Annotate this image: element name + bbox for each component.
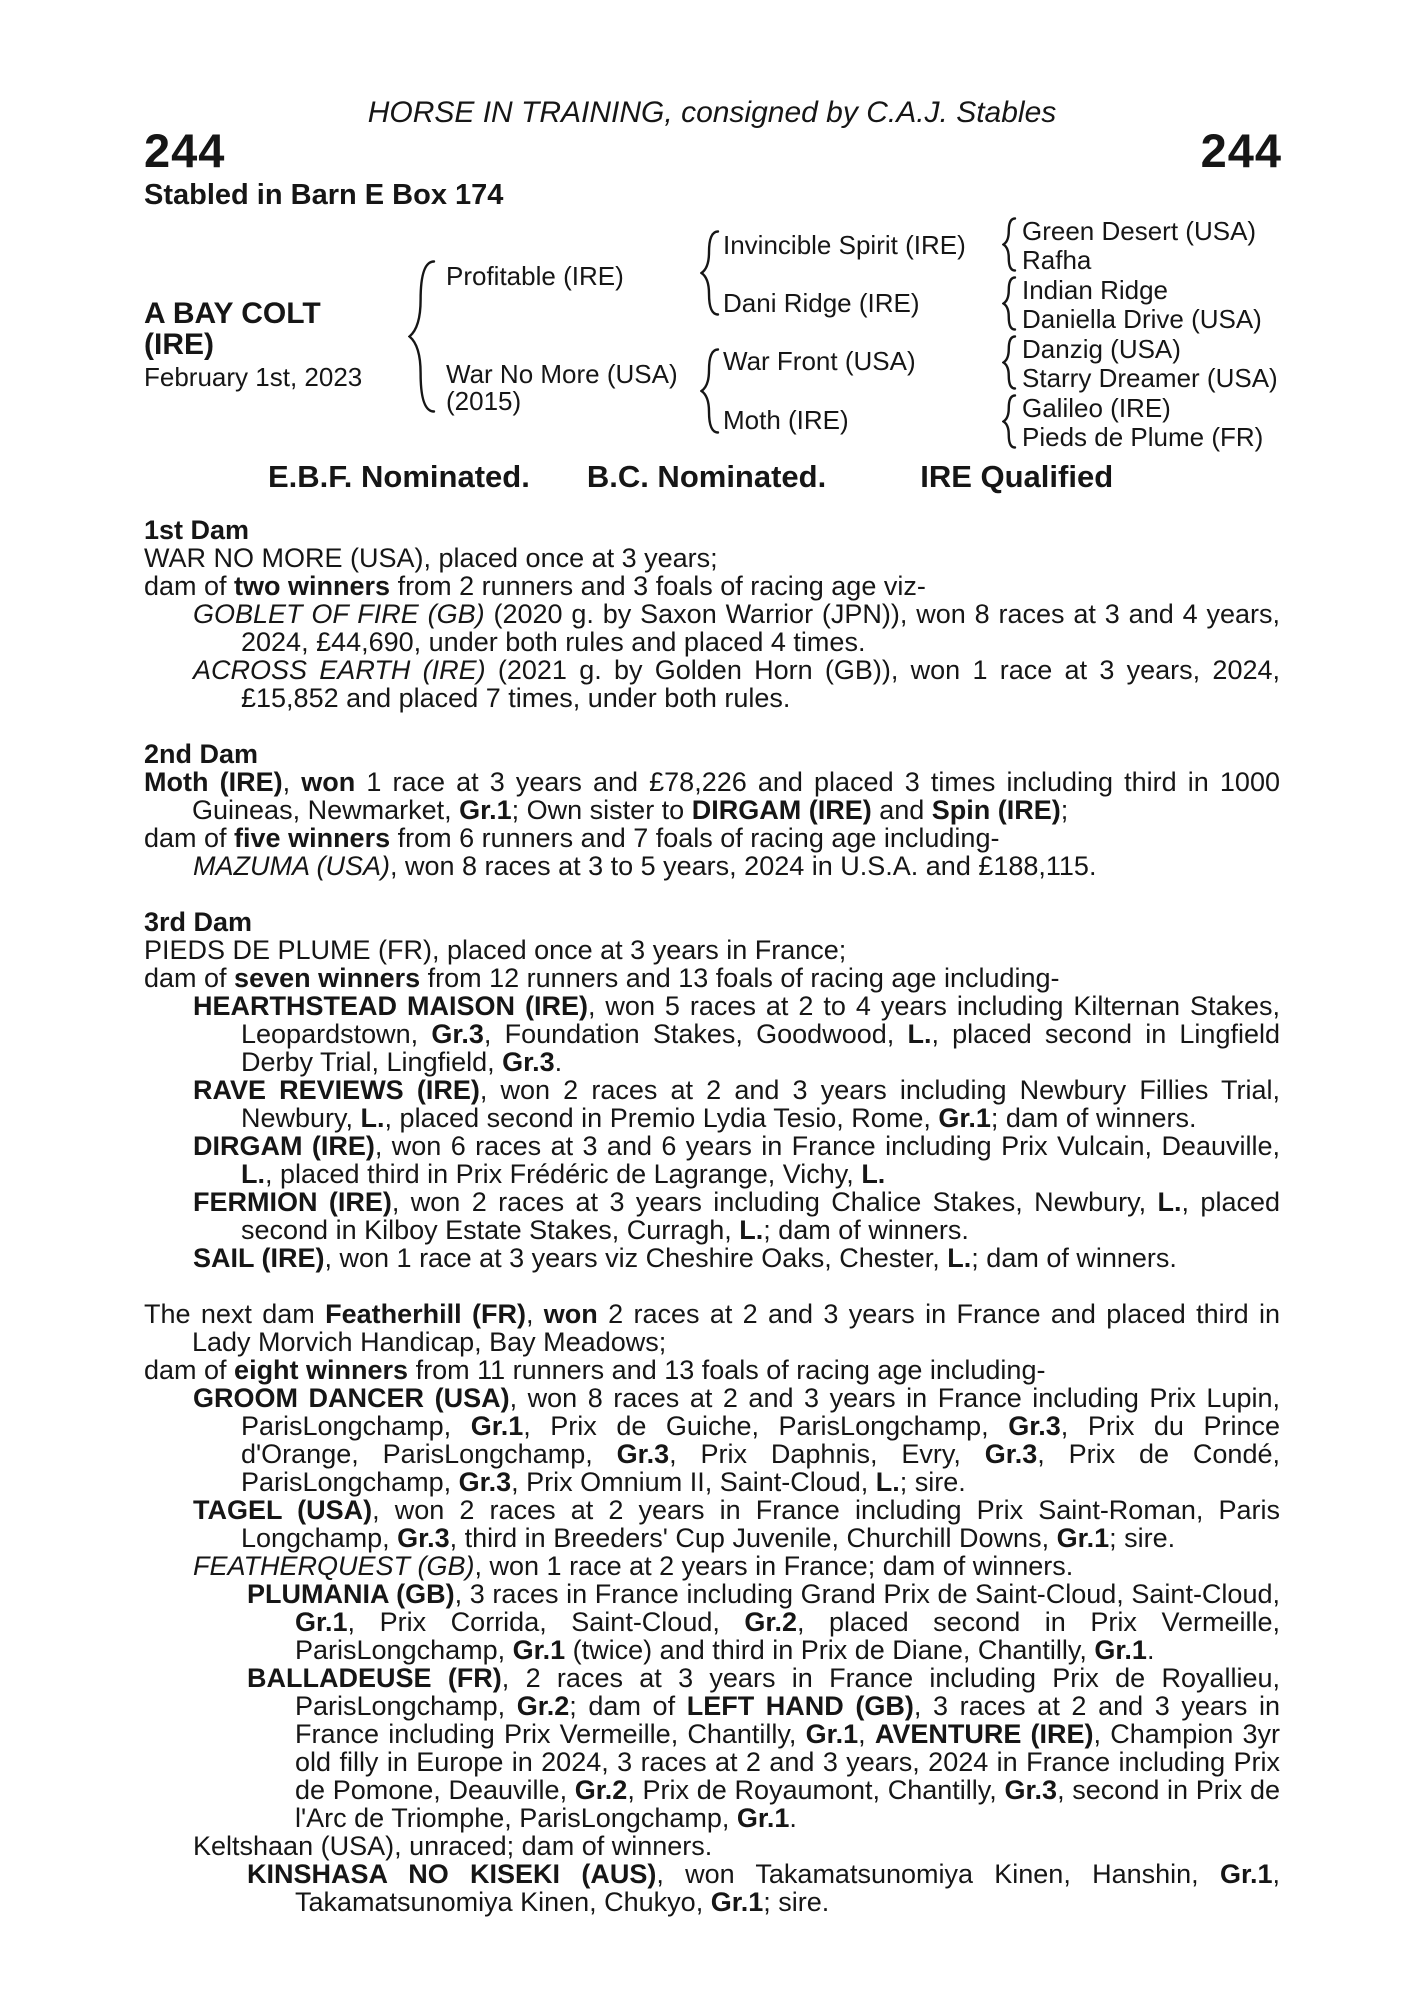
great-grandparent-name: Danzig (USA)	[1022, 334, 1181, 364]
ire-qualified-label: IRE Qualified	[920, 459, 1114, 494]
brace-icon	[1002, 335, 1017, 390]
brace-icon	[1002, 394, 1017, 449]
dam-section-heading: 3rd Dam	[144, 907, 253, 937]
pedigree-text-paragraph: dam of five winners from 6 runners and 7 foals of racing age including-	[144, 823, 1000, 853]
nominations-row	[144, 460, 1280, 494]
dam-section	[144, 908, 1280, 1272]
pedigree-text-paragraph: Moth (IRE), won 1 race at 3 years and £78,226 and placed 3 times including third in 1000 Guineas, Newmarket, Gr.1; Own sister to DIRGAM (IRE) and Spin (IRE);	[144, 767, 1280, 825]
lot-number-row	[144, 124, 1282, 177]
great-grandparent-name: Green Desert (USA)	[1022, 216, 1257, 246]
pedigree-text-paragraph: DIRGAM (IRE), won 6 races at 3 and 6 years in France including Prix Vulcain, Deauville, L., placed third in Prix Frédéric de Lagrange, Vichy, L.	[193, 1131, 1280, 1189]
stabled-location: Stabled in Barn E Box 174	[144, 179, 504, 211]
dam-section-heading: 1st Dam	[144, 515, 250, 545]
pedigree-text-paragraph: Keltshaan (USA), unraced; dam of winners.	[193, 1831, 713, 1861]
pedigree-text-paragraph: MAZUMA (USA), won 8 races at 3 to 5 years, 2024 in U.S.A. and £188,115.	[193, 851, 1097, 881]
pedigree-text-paragraph: KINSHASA NO KISEKI (AUS), won Takamatsunomiya Kinen, Hanshin, Gr.1, Takamatsunomiya Kinen, Chukyo, Gr.1; sire.	[247, 1859, 1280, 1917]
pedigree-text-paragraph: SAIL (IRE), won 1 race at 3 years viz Cheshire Oaks, Chester, L.; dam of winners.	[193, 1243, 1177, 1273]
great-grandparent-name: Pieds de Plume (FR)	[1022, 422, 1264, 452]
great-grandparent-name: Starry Dreamer (USA)	[1022, 363, 1278, 393]
pedigree-text-paragraph: BALLADEUSE (FR), 2 races at 3 years in France including Prix de Royallieu, ParisLongchamp, Gr.2; dam of LEFT HAND (GB), 3 races at 2 and 3 years in France including Prix Vermeille, Chantilly, Gr.1, AVENTURE (IRE), Champion 3yr old filly in Europe in 2024, 3 races at 2 and 3 years, 2024 in France including Prix de Pomone, Deauville, Gr.2, Prix de Royaumont, Chantilly, Gr.3, second in Prix de l'Arc de Triomphe, ParisLongchamp, Gr.1.	[247, 1663, 1281, 1833]
pedigree-table	[144, 216, 1280, 472]
great-grandparent-name: Galileo (IRE)	[1022, 393, 1171, 423]
pedigree-text-paragraph: dam of eight winners from 11 runners and 13 foals of racing age including-	[144, 1355, 1046, 1385]
dam-name	[446, 361, 678, 415]
brace-icon	[408, 260, 436, 413]
pedigree-text-paragraph: FEATHERQUEST (GB), won 1 race at 2 years in France; dam of winners.	[193, 1551, 1074, 1581]
grandsire-name: Invincible Spirit (IRE)	[723, 230, 966, 260]
pedigree-text-paragraph: ACROSS EARTH (IRE) (2021 g. by Golden Horn (GB)), won 1 race at 3 years, 2024, £15,852 and placed 7 times, under both rules.	[193, 655, 1281, 713]
bc-nomination-label: B.C. Nominated.	[586, 459, 827, 494]
subject-horse	[144, 298, 362, 393]
pedigree-text-paragraph: dam of seven winners from 12 runners and 13 foals of racing age including-	[144, 963, 1060, 993]
pedigree-text-paragraph: PLUMANIA (GB), 3 races in France including Grand Prix de Saint-Cloud, Saint-Cloud, Gr.1, Prix Corrida, Saint-Cloud, Gr.2, placed second in Prix Vermeille, ParisLongchamp, Gr.1 (twice) and third in Prix de Diane, Chantilly, Gr.1.	[247, 1579, 1280, 1665]
brace-icon	[700, 230, 720, 316]
grandsire-name: War Front (USA)	[723, 346, 916, 376]
subject-suffix: (IRE)	[144, 328, 214, 361]
sire-name: Profitable (IRE)	[446, 261, 624, 291]
dam-section	[144, 740, 1280, 880]
pedigree-text-paragraph: GOBLET OF FIRE (GB) (2020 g. by Saxon Warrior (JPN)), won 8 races at 3 and 4 years, 2024, £44,690, under both rules and placed 4 times.	[193, 599, 1280, 657]
granddam-name: Moth (IRE)	[723, 405, 849, 435]
pedigree-text-paragraph: dam of two winners from 2 runners and 3 foals of racing age viz-	[144, 571, 926, 601]
pedigree-text-paragraph: WAR NO MORE (USA), placed once at 3 years;	[144, 543, 718, 573]
pedigree-text-paragraph: FERMION (IRE), won 2 races at 3 years including Chalice Stakes, Newbury, L., placed second in Kilboy Estate Stakes, Curragh, L.; dam of winners.	[193, 1187, 1280, 1245]
brace-icon	[1002, 276, 1017, 331]
great-grandparent-name: Rafha	[1022, 245, 1092, 275]
subject-foal-date: February 1st, 2023	[144, 362, 363, 392]
brace-icon	[1002, 217, 1017, 272]
pedigree-text-paragraph: The next dam Featherhill (FR), won 2 races at 2 and 3 years in France and placed third in Lady Morvich Handicap, Bay Meadows;	[144, 1299, 1280, 1357]
subject-name: A BAY COLT	[144, 297, 321, 330]
pedigree-text-paragraph: PIEDS DE PLUME (FR), placed once at 3 years in France;	[144, 935, 847, 965]
dam-section	[144, 1300, 1280, 1916]
great-grandparent-name: Daniella Drive (USA)	[1022, 304, 1262, 334]
lot-number-right: 244	[1200, 124, 1282, 177]
dam-sections	[144, 516, 1280, 1916]
pedigree-text-paragraph: TAGEL (USA), won 2 races at 2 years in France including Prix Saint-Roman, Paris Longchamp, Gr.3, third in Breeders' Cup Juvenile, Churchill Downs, Gr.1; sire.	[193, 1495, 1280, 1553]
dam-section	[144, 516, 1280, 712]
consignor-title: HORSE IN TRAINING, consigned by C.A.J. Stables	[367, 96, 1057, 129]
dam-year: (2015)	[446, 386, 522, 416]
pedigree-text-paragraph: GROOM DANCER (USA), won 8 races at 2 and 3 years in France including Prix Lupin, ParisLongchamp, Gr.1, Prix de Guiche, ParisLongchamp, Gr.3, Prix du Prince d'Orange, ParisLongchamp, Gr.3, Prix Daphnis, Evry, Gr.3, Prix de Condé, ParisLongchamp, Gr.3, Prix Omnium II, Saint-Cloud, L.; sire.	[193, 1383, 1280, 1497]
lot-number-left: 244	[144, 124, 226, 177]
dam-section-heading: 2nd Dam	[144, 739, 259, 769]
pedigree-text-paragraph: RAVE REVIEWS (IRE), won 2 races at 2 and 3 years including Newbury Fillies Trial, Newbury, L., placed second in Premio Lydia Tesio, Rome, Gr.1; dam of winners.	[193, 1075, 1280, 1133]
ebf-nomination-label: E.B.F. Nominated.	[268, 459, 530, 494]
pedigree-text-paragraph: HEARTHSTEAD MAISON (IRE), won 5 races at 2 to 4 years including Kilternan Stakes, Leopardstown, Gr.3, Foundation Stakes, Goodwood, L., placed second in Lingfield Derby Trial, Lingfield, Gr.3.	[193, 991, 1280, 1077]
brace-icon	[700, 348, 720, 434]
granddam-name: Dani Ridge (IRE)	[723, 288, 920, 318]
dam-name-line: War No More (USA)	[446, 359, 678, 389]
great-grandparent-name: Indian Ridge	[1022, 275, 1168, 305]
